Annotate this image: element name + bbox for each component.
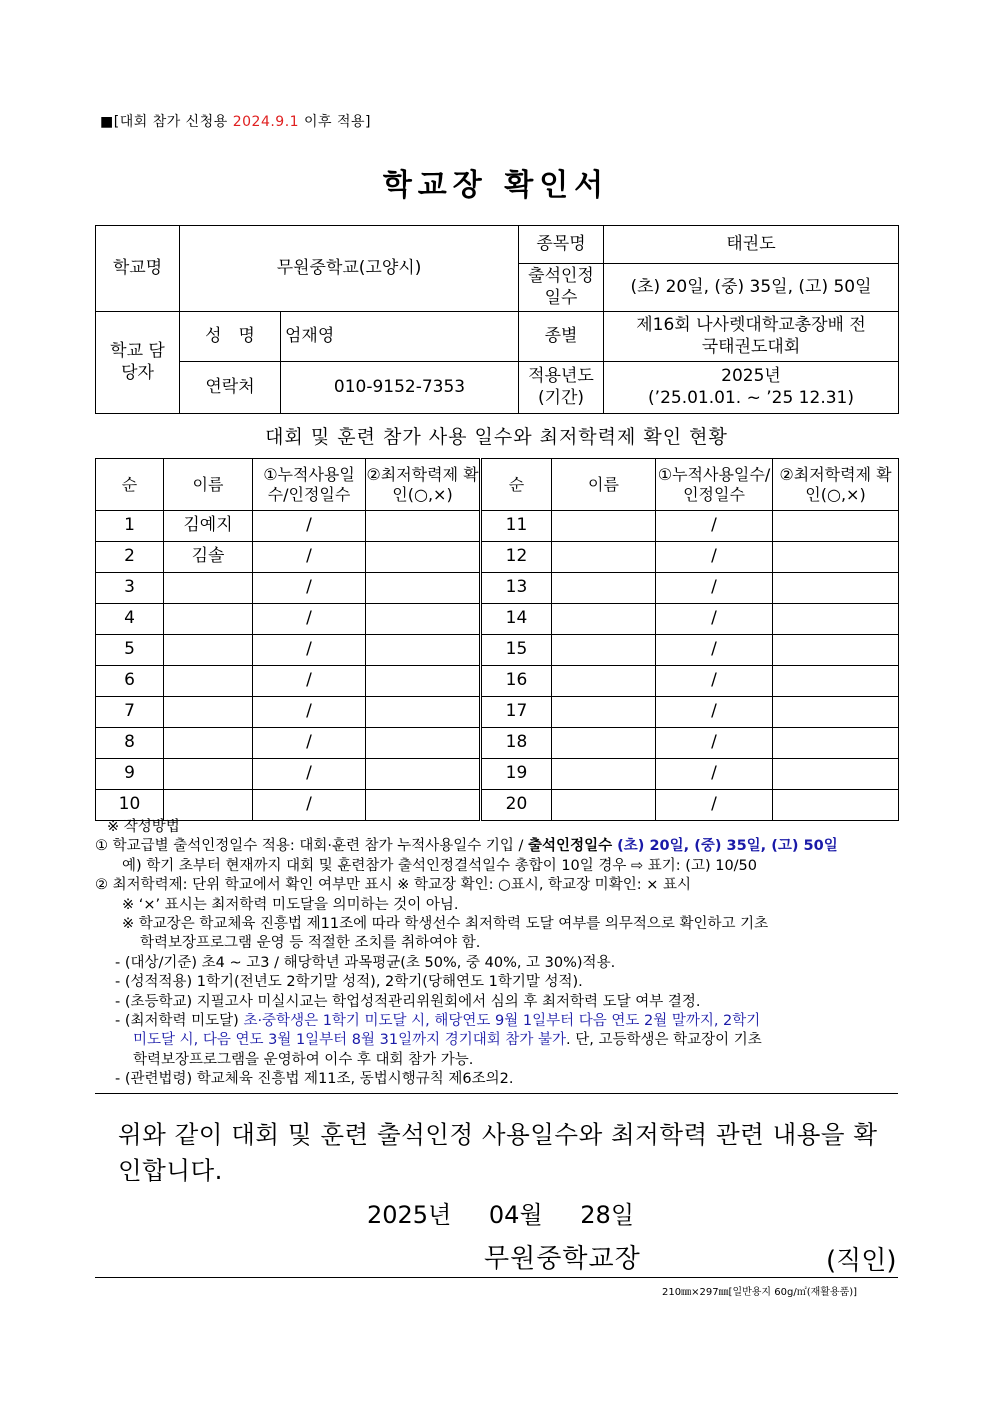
row-check-right [773, 697, 899, 728]
note-2-b: ※ 학교장은 학교체육 진흥법 제11조에 따라 학생선수 최저학력 도달 여부를 의무적으로 확인하고 기초 [122, 916, 769, 933]
detail-below-standard-cont [95, 1031, 898, 1050]
principal-signature: 무원중학교장 [484, 1244, 641, 1274]
row-name-left [164, 759, 253, 790]
note-1-text: ① 학교급별 출석인정일수 적용: 대회·훈련 참가 누적사용일수 기입 / [95, 838, 529, 855]
row-check-right [773, 511, 899, 542]
detail-elementary: - (초등학교) 지필고사 미실시교는 학업성적관리위원회에서 심의 후 최저학력 도달 여부 결정. [115, 993, 701, 1010]
row-check-left [366, 635, 481, 666]
row-name-left [164, 666, 253, 697]
header-note [100, 111, 371, 131]
category-label: 종별 [519, 312, 604, 362]
period-value: (’25.01.01. ~ ’25 12.31) [648, 387, 854, 408]
category-value: 제16회 나사렛대학교총장배 전국태권도대회 [604, 312, 899, 362]
school-value: 무원중학교(고양시) [180, 226, 519, 312]
row-days-right: / [656, 759, 773, 790]
row-name-right [552, 635, 656, 666]
row-days-left: / [253, 697, 366, 728]
attendance-label: 출석인정 일수 [519, 264, 604, 312]
row-check-right [773, 542, 899, 573]
status-row [96, 604, 899, 635]
note-1-bold: 출석인정일수 [528, 838, 618, 855]
row-check-right [773, 604, 899, 635]
row-name-left [164, 604, 253, 635]
row-name-right [552, 573, 656, 604]
row-days-left: / [253, 759, 366, 790]
date-month: 04월 [488, 1201, 543, 1229]
row-days-right: / [656, 635, 773, 666]
detail-below-rule: 초·중학생은 1학기 미도달 시, 해당연도 9월 1일부터 다음 연도 2월 말까지, 2학기 [243, 1013, 761, 1030]
row-check-left [366, 511, 481, 542]
note-1-days: (초) 20일, (중) 35일, (고) 50일 [617, 838, 838, 855]
row-no-right: 18 [481, 728, 552, 759]
row-days-left: / [253, 728, 366, 759]
detail-law: - (관련법령) 학교체육 진흥법 제11조, 동법시행규칙 제6조의2. [115, 1071, 514, 1088]
row-name-left [164, 635, 253, 666]
confirmation-statement: 위와 같이 대회 및 훈련 출석인정 사용일수와 최저학력 관련 내용을 확인합니다. [118, 1120, 878, 1185]
year-value: 2025년 [721, 366, 781, 387]
row-name-right [552, 542, 656, 573]
note-1-example: 예) 학기 초부터 현재까지 대회 및 훈련참가 출석인정결석일수 총합이 10일 경우 ⇨ 표기: (고) 10/50 [122, 857, 758, 874]
status-row [96, 511, 899, 542]
row-no-left: 9 [96, 759, 164, 790]
row-name-left [164, 573, 253, 604]
manager-label: 학교 담당자 [96, 312, 180, 414]
row-name-left: 김예지 [164, 511, 253, 542]
note-2-a: ※ ‘×’ 표시는 최저학력 미도달을 의미하는 것이 아님. [122, 896, 459, 913]
status-row [96, 728, 899, 759]
row-no-right: 15 [481, 635, 552, 666]
row-days-right: / [656, 728, 773, 759]
col-header-check-left: ②최저학력제 확인(○,×) [366, 459, 481, 511]
detail-below-rule-cont: 미도달 시, 다음 연도 3월 1일부터 8월 31일까지 경기대회 참가 불가 [133, 1032, 566, 1049]
contact-label: 연락처 [180, 362, 281, 414]
row-check-left [366, 759, 481, 790]
document-title: 학교장 확인서 [382, 168, 610, 203]
detail-grade: - (성적적용) 1학기(전년도 2학기말 성적), 2학기(당해연도 1학기말 성적). [115, 974, 583, 991]
official-seal: (직인) [826, 1246, 897, 1276]
school-label: 학교명 [96, 226, 180, 312]
writing-instructions [95, 818, 898, 1094]
row-days-left: / [253, 635, 366, 666]
row-no-right: 17 [481, 697, 552, 728]
row-no-left: 7 [96, 697, 164, 728]
issue-date [367, 1195, 634, 1230]
row-check-right [773, 759, 899, 790]
col-header-days-right: ①누적사용일수/인정일수 [656, 459, 773, 511]
paper-spec: 210㎜×297㎜[일반용지 60g/㎡(재활용품)] [662, 1287, 858, 1298]
bottom-divider [95, 1277, 898, 1278]
detail-below-standard-end: 학력보장프로그램을 운영하여 이수 후 대회 참가 가능. [133, 1051, 474, 1068]
header-note-suffix: 이후 적용] [299, 114, 372, 130]
status-body [96, 511, 899, 821]
status-row [96, 573, 899, 604]
row-check-left [366, 573, 481, 604]
row-no-right: 12 [481, 542, 552, 573]
row-days-right: / [656, 573, 773, 604]
row-no-left: 2 [96, 542, 164, 573]
row-no-left: 3 [96, 573, 164, 604]
status-row [96, 635, 899, 666]
status-row [96, 790, 899, 821]
status-row [96, 666, 899, 697]
row-days-left: / [253, 511, 366, 542]
row-days-right: / [656, 790, 773, 821]
row-check-left [366, 666, 481, 697]
year-label: 적용년도 (기간) [519, 362, 604, 414]
name-label: 성 명 [180, 312, 281, 362]
row-check-left [366, 697, 481, 728]
row-no-right: 19 [481, 759, 552, 790]
row-days-left: / [253, 790, 366, 821]
detail-target: - (대상/기준) 초4 ~ 고3 / 해당학년 과목평균(초 50%, 중 40%, 고 30%)적용. [115, 954, 616, 971]
event-value: 태권도 [604, 226, 899, 264]
row-name-right [552, 790, 656, 821]
row-days-left: / [253, 666, 366, 697]
note-2-b-cont: 학력보장프로그램 운영 등 적절한 조치를 취하여야 함. [140, 935, 481, 952]
row-days-right: / [656, 666, 773, 697]
col-header-no-right: 순 [481, 459, 552, 511]
row-no-left: 10 [96, 790, 164, 821]
row-days-left: / [253, 573, 366, 604]
row-no-left: 6 [96, 666, 164, 697]
row-no-right: 14 [481, 604, 552, 635]
status-heading: 대회 및 훈련 참가 사용 일수와 최저학력제 확인 현황 [265, 426, 728, 448]
row-name-right [552, 759, 656, 790]
row-no-right: 13 [481, 573, 552, 604]
row-no-left: 1 [96, 511, 164, 542]
row-days-right: / [656, 604, 773, 635]
row-name-right [552, 728, 656, 759]
row-check-right [773, 573, 899, 604]
detail-below-high: . 단, 고등학생은 학교장이 기초 [566, 1032, 762, 1049]
row-days-right: / [656, 542, 773, 573]
col-header-days-left: ①누적사용일수/인정일수 [253, 459, 366, 511]
row-no-right: 11 [481, 511, 552, 542]
row-days-right: / [656, 697, 773, 728]
notes-heading: ※ 작성방법 [107, 819, 180, 835]
detail-below-standard [95, 1012, 898, 1031]
row-name-right [552, 697, 656, 728]
note-2: ② 최저학력제: 단위 학교에서 확인 여부만 표시 ※ 학교장 확인: ○표시, 학교장 미확인: × 표시 [95, 877, 691, 894]
date-year: 2025년 [367, 1201, 452, 1229]
row-name-left [164, 790, 253, 821]
row-days-right: / [656, 511, 773, 542]
header-note-prefix: ■[대회 참가 신청용 [100, 114, 233, 130]
contact-value: 010-9152-7353 [281, 362, 519, 414]
row-name-right [552, 511, 656, 542]
row-name-left [164, 728, 253, 759]
status-row [96, 697, 899, 728]
info-table [95, 225, 899, 414]
note-1 [95, 837, 898, 856]
row-check-right [773, 790, 899, 821]
row-name-left: 김솔 [164, 542, 253, 573]
col-header-no-left: 순 [96, 459, 164, 511]
date-day: 28일 [580, 1201, 635, 1229]
attendance-value: (초) 20일, (중) 35일, (고) 50일 [604, 264, 899, 312]
row-no-right: 20 [481, 790, 552, 821]
row-check-left [366, 728, 481, 759]
row-check-right [773, 728, 899, 759]
status-row [96, 542, 899, 573]
row-name-right [552, 666, 656, 697]
row-days-left: / [253, 542, 366, 573]
event-label: 종목명 [519, 226, 604, 264]
row-check-left [366, 790, 481, 821]
status-row [96, 759, 899, 790]
status-table [95, 458, 899, 821]
row-days-left: / [253, 604, 366, 635]
row-check-right [773, 666, 899, 697]
col-header-check-right: ②최저학력제 확인(○,×) [773, 459, 899, 511]
header-note-date: 2024.9.1 [232, 114, 300, 130]
row-check-left [366, 604, 481, 635]
row-name-left [164, 697, 253, 728]
year-cell [604, 362, 899, 414]
row-check-left [366, 542, 481, 573]
detail-below-label: - (최저학력 미도달) [115, 1013, 244, 1030]
row-no-left: 5 [96, 635, 164, 666]
col-header-name-right: 이름 [552, 459, 656, 511]
name-value: 엄재영 [281, 312, 519, 362]
row-no-left: 4 [96, 604, 164, 635]
row-no-right: 16 [481, 666, 552, 697]
col-header-name-left: 이름 [164, 459, 253, 511]
row-no-left: 8 [96, 728, 164, 759]
row-name-right [552, 604, 656, 635]
row-check-right [773, 635, 899, 666]
